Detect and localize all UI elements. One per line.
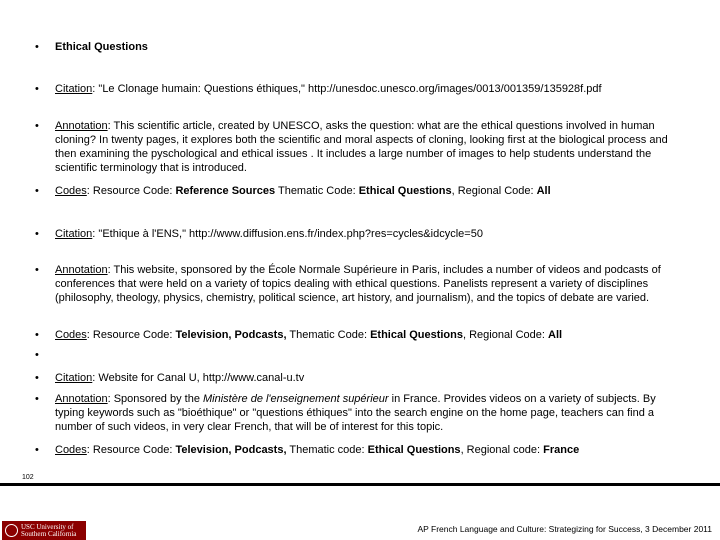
bullet-icon: • xyxy=(35,83,39,95)
bullet-icon: • xyxy=(35,393,39,405)
annotation-text: : This scientific article, created by UNESCO, asks the question: what are the ethical questions involved in human cloning? In twenty pages, it explores both the scientific and moral aspects of cloning, looking first at the biological process and then examining the pyschological and ethical issues . It includes a large number of images to help students understand the scientific terminology that is introduced. xyxy=(55,120,668,174)
codes-label: Codes xyxy=(55,329,87,341)
citation-item xyxy=(35,82,685,96)
bullet-icon: • xyxy=(35,444,39,456)
resource-code: Television, Podcasts, xyxy=(175,329,287,341)
section-heading: Ethical Questions xyxy=(55,41,148,53)
codes-text: : Resource Code: xyxy=(86,185,176,197)
codes-text: , Regional Code: xyxy=(463,329,548,341)
bullet-icon: • xyxy=(35,329,39,341)
codes-text: : Resource Code: xyxy=(86,329,176,341)
annotation-label: Annotation xyxy=(55,120,108,132)
annotation-item xyxy=(35,119,685,175)
page-number: 102 xyxy=(22,474,34,481)
footer-divider xyxy=(0,483,720,486)
bullet-icon: • xyxy=(35,228,39,240)
logo-line-2: Southern California xyxy=(21,529,77,538)
codes-text: , Regional code: xyxy=(460,444,544,456)
footer-caption: AP French Language and Culture: Strategizing for Success, 3 December 2011 xyxy=(417,524,712,534)
codes-text: , Regional Code: xyxy=(451,185,537,197)
thematic-code: Ethical Questions xyxy=(358,185,452,197)
citation-item xyxy=(35,371,685,385)
ministry-name: Ministère de l'enseignement supérieur xyxy=(203,393,389,405)
codes-text: Thematic Code: xyxy=(286,329,371,341)
citation-text: : "Ethique à l'ENS," http://www.diffusion.ens.fr/index.php?res=cycles&idcycle=50 xyxy=(92,228,483,240)
codes-label: Codes xyxy=(55,444,87,456)
bullet-icon: • xyxy=(35,185,39,197)
usc-seal-icon xyxy=(5,524,18,537)
annotation-text: in France. Provides videos on a variety of subjects. By typing keywords such as "bioéthique" or "questions éthiques" into the search engine on the home page, teachers can find a number of such videos, in very clear French, that will be of interest for this topic. xyxy=(55,393,656,433)
annotation-text: : This website, sponsored by the École Normale Supérieure in Paris, includes a number of videos and podcasts of conferences that were held on a variety of topics dealing with ethical questions. Panelists represent a variety of disciplines (philosophy, theology, physics, chemistry, political science, art history, and journalism), and the topics of debate are varied. xyxy=(55,264,661,304)
annotation-text: : Sponsored by the xyxy=(107,393,204,405)
bullet-icon: • xyxy=(35,120,39,132)
annotation-label: Annotation xyxy=(55,264,108,276)
citation-text: : Website for Canal U, http://www.canal-u.tv xyxy=(92,372,305,384)
bullet-icon: • xyxy=(35,349,39,361)
bullet-icon: • xyxy=(35,264,39,276)
regional-code: France xyxy=(543,444,580,456)
citation-label: Citation xyxy=(55,228,93,240)
citation-label: Citation xyxy=(55,83,93,95)
citation-item xyxy=(35,227,685,241)
bullet-icon: • xyxy=(35,41,39,53)
usc-logo xyxy=(2,521,86,540)
codes-label: Codes xyxy=(55,185,87,197)
heading-item xyxy=(35,40,685,54)
annotation-label: Annotation xyxy=(55,393,108,405)
codes-text: : Resource Code: xyxy=(86,444,176,456)
thematic-code: Ethical Questions xyxy=(370,329,463,341)
logo-line-1: USC University of xyxy=(21,522,74,531)
annotation-item xyxy=(35,263,685,305)
codes-item xyxy=(35,184,685,198)
resource-code: Reference Sources xyxy=(175,185,276,197)
codes-text: Thematic Code: xyxy=(275,185,359,197)
codes-item xyxy=(35,443,685,457)
regional-code: All xyxy=(548,329,563,341)
regional-code: All xyxy=(536,185,551,197)
codes-text: Thematic code: xyxy=(286,444,368,456)
citation-label: Citation xyxy=(55,372,93,384)
annotation-item xyxy=(35,392,685,434)
thematic-code: Ethical Questions xyxy=(367,444,461,456)
codes-item xyxy=(35,328,685,342)
bullet-icon: • xyxy=(35,372,39,384)
citation-text: : "Le Clonage humain: Questions éthiques," http://unesdoc.unesco.org/images/0013/001359/135928f.pdf xyxy=(92,83,602,95)
resource-code: Television, Podcasts, xyxy=(175,444,287,456)
